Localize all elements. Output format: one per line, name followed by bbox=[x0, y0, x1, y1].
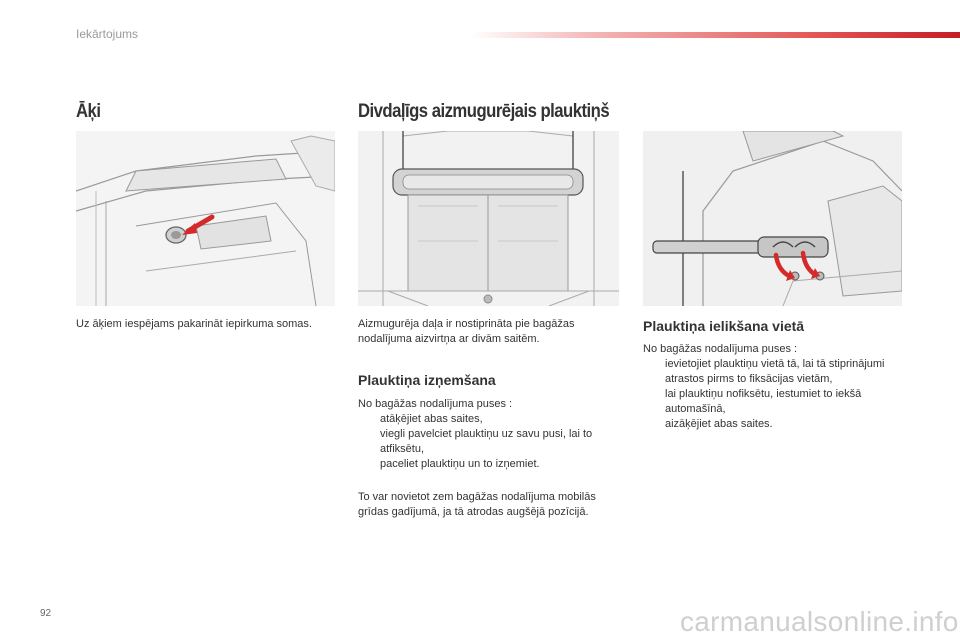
section-label: Iekārtojums bbox=[76, 27, 139, 41]
shelf-illustration-rear bbox=[358, 131, 619, 306]
page-number: 92 bbox=[40, 608, 52, 619]
list-item-text: atāķējiet abas saites, bbox=[380, 413, 483, 425]
removal-title: Plauktiņa izņemšana bbox=[358, 372, 496, 388]
removal-lead: No bagāžas nodalījuma puses : bbox=[358, 398, 513, 410]
list-item-text: ievietojiet plauktiņu vietā tā, lai tā stiprinājumi atrastos pirms to fiksācijas vietām, bbox=[665, 358, 885, 385]
shelf-title: Divdaļīgs aizmugurējais plauktiņš bbox=[358, 101, 610, 122]
header-accent-bar bbox=[470, 32, 960, 38]
list-item bbox=[643, 387, 905, 417]
list-item bbox=[358, 457, 620, 472]
list-item bbox=[358, 427, 620, 457]
list-item-text: aizāķējiet abas saites. bbox=[665, 418, 773, 430]
list-item-text: lai plauktiņu nofiksētu, iestumiet to iekšā automašīnā, bbox=[665, 388, 862, 415]
hooks-illustration bbox=[76, 131, 335, 306]
watermark: carmanualsonline.info bbox=[680, 606, 959, 637]
shelf-intro: Aizmugurēja daļa ir nostiprināta pie bagāžas nodalījuma aizvirtņa ar divām saitēm. bbox=[358, 318, 575, 345]
removal-note: To var novietot zem bagāžas nodalījuma mobilās grīdas gadījumā, ja tā atrodas augšējā pozīcijā. bbox=[358, 491, 596, 518]
install-title: Plauktiņa ielikšana vietā bbox=[643, 318, 805, 334]
list-item-text: viegli pavelciet plauktiņu uz savu pusi, lai to atfiksētu, bbox=[380, 428, 593, 455]
shelf-illustration-side bbox=[643, 131, 902, 306]
removal-steps bbox=[358, 412, 620, 472]
list-item bbox=[643, 417, 905, 432]
list-item bbox=[358, 412, 620, 427]
install-steps bbox=[643, 357, 905, 432]
install-lead: No bagāžas nodalījuma puses : bbox=[643, 343, 798, 355]
hooks-text: Uz āķiem iespējams pakarināt iepirkuma somas. bbox=[76, 318, 312, 330]
list-item bbox=[643, 357, 905, 387]
list-item-text: paceliet plauktiņu un to izņemiet. bbox=[380, 458, 540, 470]
hooks-title: Āķi bbox=[76, 101, 101, 122]
